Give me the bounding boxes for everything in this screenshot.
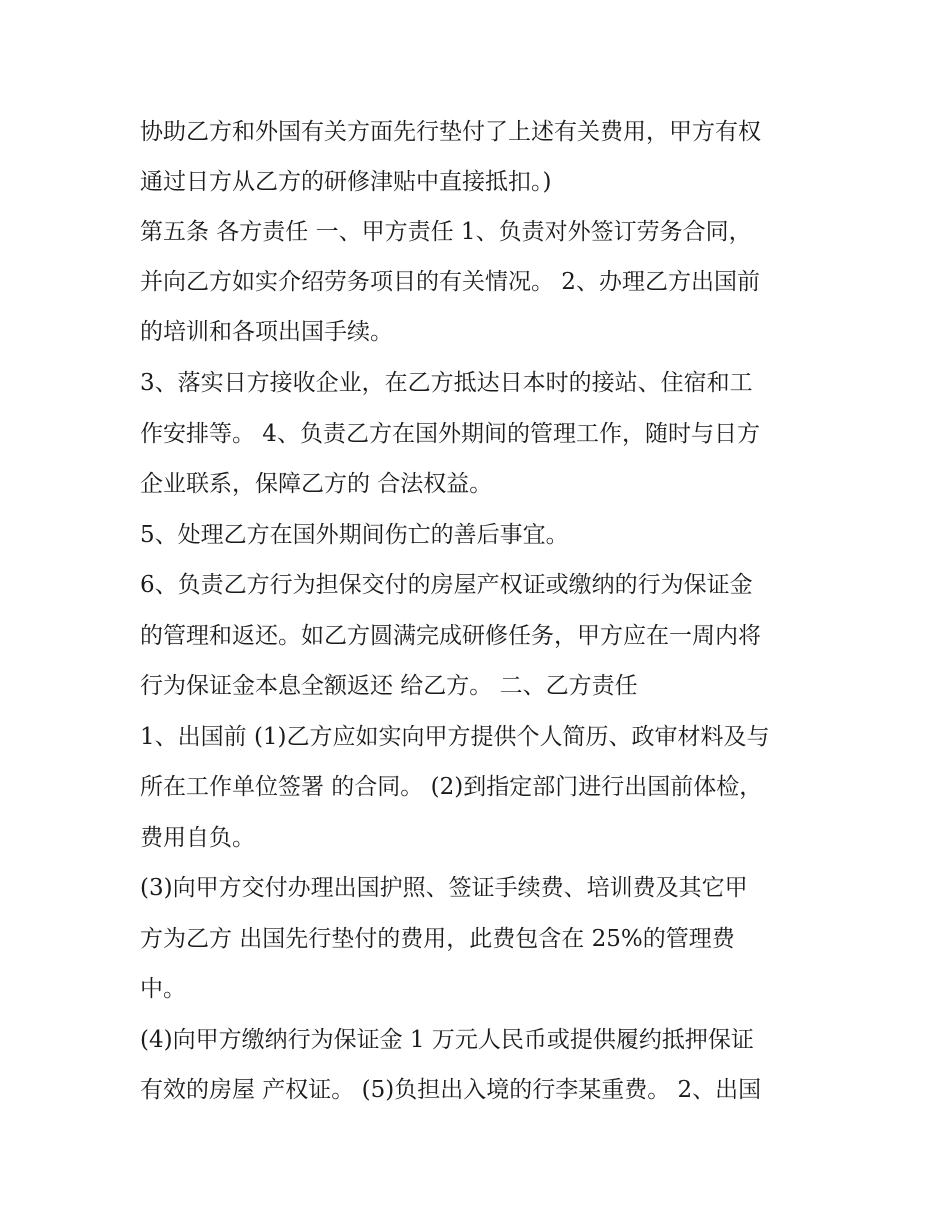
text-line: 3、落实日方接收企业，在乙方抵达日本时的接站、住宿和工	[140, 370, 753, 396]
text-line: 通过日方从乙方的研修津贴中直接抵扣。)	[140, 169, 552, 195]
text-line: 费用自负。	[140, 825, 255, 851]
text-line: (4)向甲方缴纳行为保证金 1 万元人民币或提供履约抵押保证	[140, 1027, 754, 1053]
text-line: 5、处理乙方在国外期间伤亡的善后事宜。	[140, 522, 569, 548]
text-line: 1、出国前 (1)乙方应如实向甲方提供个人简历、政审材料及与	[140, 724, 770, 750]
text-line: 所在工作单位签署 的合同。 (2)到指定部门进行出国前体检，	[140, 774, 763, 800]
text-line: 协助乙方和外国有关方面先行垫付了上述有关费用，甲方有权	[140, 119, 761, 145]
text-line: 方为乙方 出国先行垫付的费用，此费包含在 25%的管理费	[140, 926, 735, 952]
text-line: 的培训和各项出国手续。	[140, 319, 393, 345]
text-line: 并向乙方如实介绍劳务项目的有关情况。 2、办理乙方出国前	[140, 269, 760, 295]
text-line: 6、负责乙方行为担保交付的房屋产权证或缴纳的行为保证金	[140, 572, 753, 598]
text-line: (3)向甲方交付办理出国护照、签证手续费、培训费及其它甲	[140, 875, 748, 901]
text-line: 行为保证金本息全额返还 给乙方。 二、乙方责任	[140, 673, 638, 699]
text-line: 作安排等。 4、负责乙方在国外期间的管理工作，随时与日方	[140, 421, 760, 447]
text-line: 的管理和返还。如乙方圆满完成研修任务，甲方应在一周内将	[140, 623, 761, 649]
text-line: 企业联系，保障乙方的 合法权益。	[140, 471, 493, 497]
text-line: 第五条 各方责任 一、甲方责任 1、负责对外签订劳务合同，	[140, 219, 752, 245]
text-line: 中。	[140, 976, 186, 1002]
text-line: 有效的房屋 产权证。 (5)负担出入境的行李某重费。 2、出国	[140, 1077, 762, 1103]
